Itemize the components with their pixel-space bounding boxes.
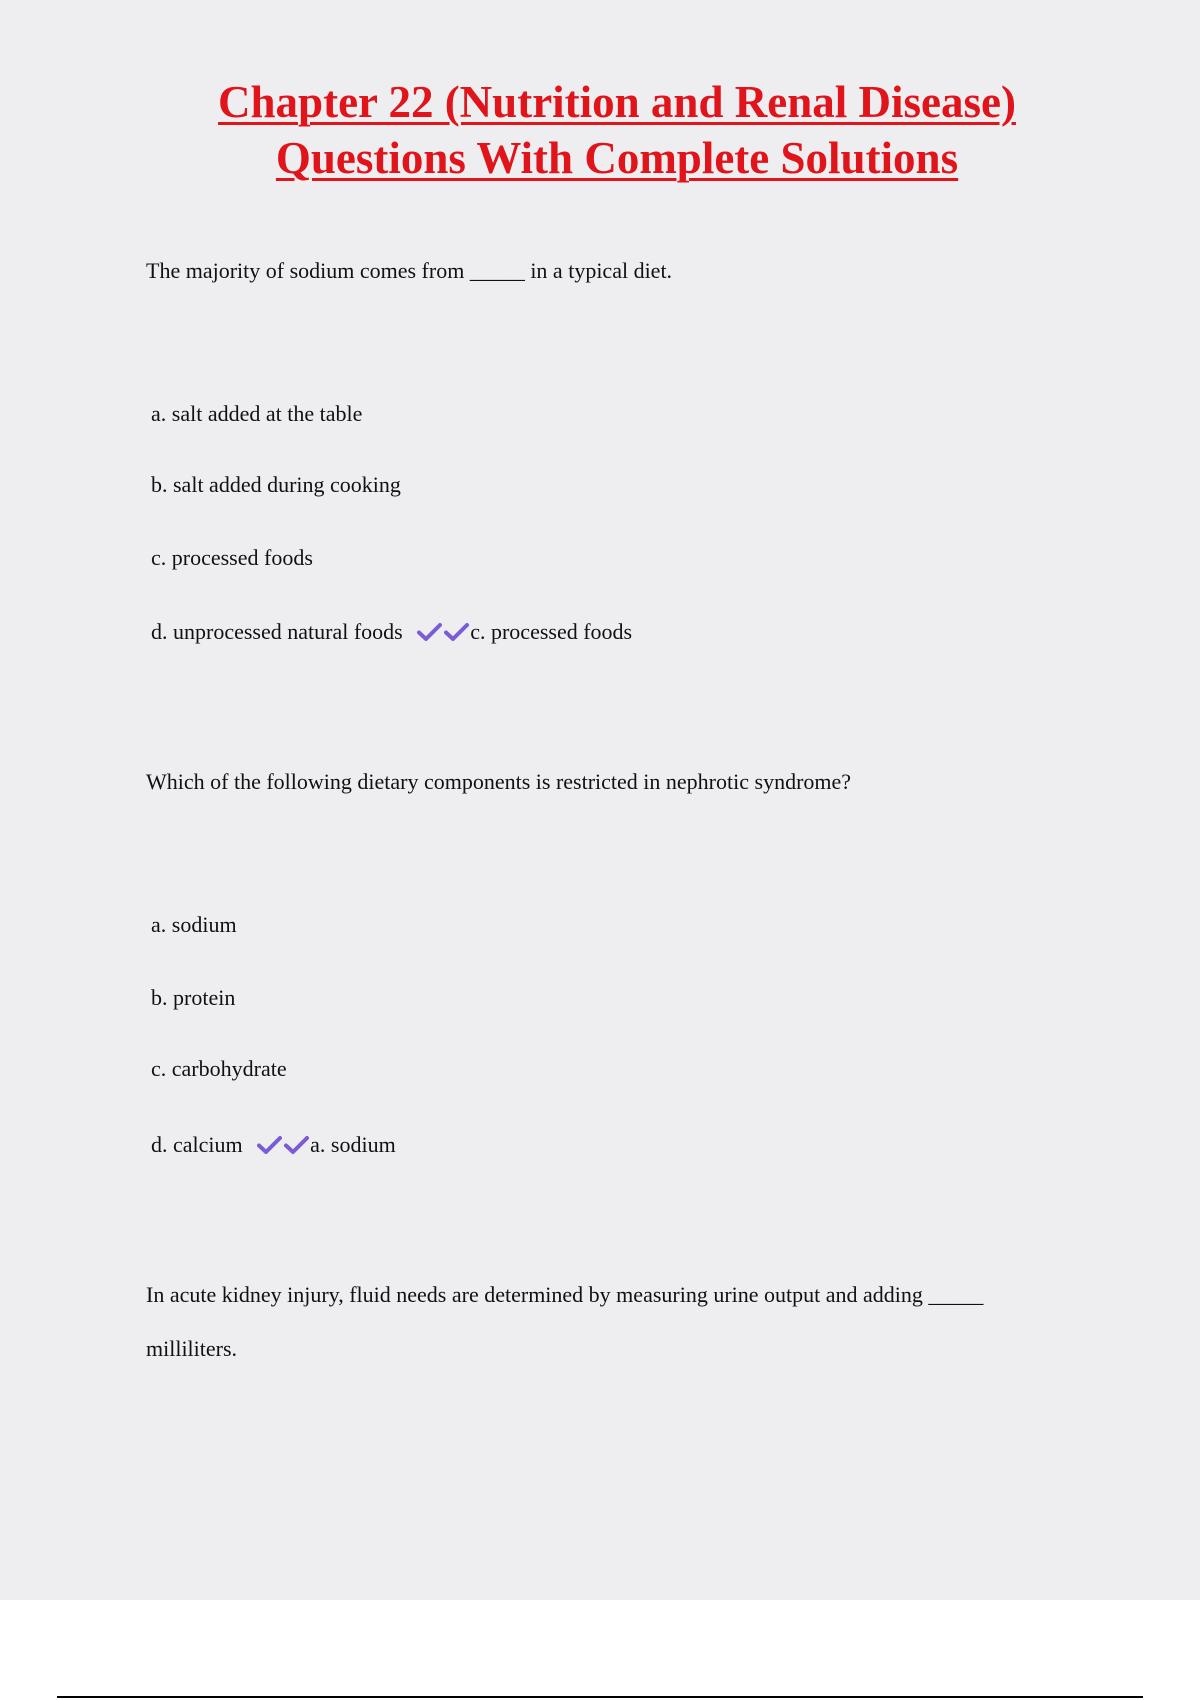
question-1-option-a: a. salt added at the table xyxy=(151,401,363,426)
question-3-prompt-line-1: In acute kidney injury, fluid needs are determined by measuring urine output and adding _____ xyxy=(146,1282,984,1307)
question-1-option-c: c. processed foods xyxy=(151,545,313,570)
title-line-1: Chapter 22 (Nutrition and Renal Disease) xyxy=(218,77,1016,127)
footer-rule xyxy=(57,1696,1143,1698)
question-2-option-d: d. calcium xyxy=(151,1132,243,1157)
question-3-prompt-line-2: milliliters. xyxy=(146,1336,238,1361)
checkmark-icon xyxy=(416,621,443,643)
question-1-option-d-with-answer xyxy=(151,619,632,645)
question-2-answer: a. sodium xyxy=(310,1132,396,1157)
question-2-option-d-with-answer xyxy=(151,1132,396,1158)
title-line-2: Questions With Complete Solutions xyxy=(275,133,959,183)
question-2-option-a: a. sodium xyxy=(151,912,237,937)
question-1-option-b: b. salt added during cooking xyxy=(151,472,401,497)
checkmark-icon xyxy=(283,1134,310,1156)
question-2-option-b: b. protein xyxy=(151,985,236,1010)
checkmark-icon xyxy=(256,1134,283,1156)
question-2-prompt: Which of the following dietary components is restricted in nephrotic syndrome? xyxy=(146,769,852,794)
checkmark-icon xyxy=(443,621,470,643)
question-1-answer: c. processed foods xyxy=(470,619,633,644)
question-1-option-d: d. unprocessed natural foods xyxy=(151,619,403,644)
question-1-prompt: The majority of sodium comes from _____ in a typical diet. xyxy=(146,258,673,283)
question-2-option-c: c. carbohydrate xyxy=(151,1056,287,1081)
document-title xyxy=(0,74,1200,186)
